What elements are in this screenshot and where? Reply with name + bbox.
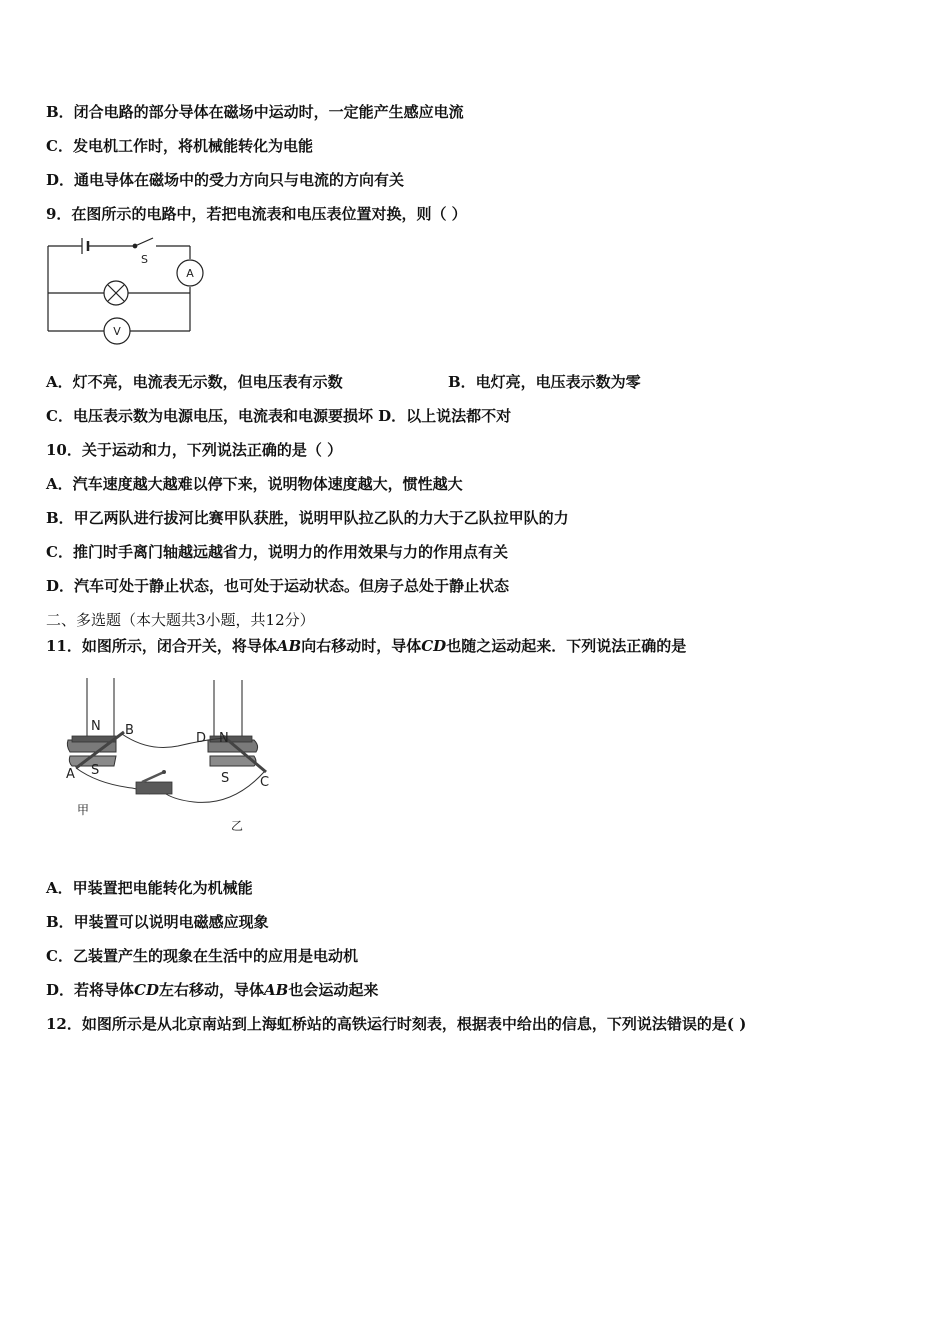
q10-option-c: C．推门时手离门轴越远越省力，说明力的作用效果与力的作用点有关 [46, 543, 508, 561]
q11-apparatus-diagram [58, 676, 298, 846]
q9-option-cd: C．电压表示数为电源电压，电流表和电源要损坏 D．以上说法都不对 [46, 407, 512, 425]
q11-option-c: C．乙装置产生的现象在生活中的应用是电动机 [46, 947, 358, 965]
q12-stem: 12．如图所示是从北京南站到上海虹桥站的高铁运行时刻表，根据表中给出的信息，下列说法错误的是( ) [46, 1015, 747, 1033]
q9-option-b: B．电灯亮，电压表示数为零 [448, 373, 641, 391]
q10-option-a: A．汽车速度越大越难以停下来，说明物体速度越大，惯性越大 [46, 475, 463, 493]
voltmeter-label: V [113, 325, 121, 338]
q9-option-a: A．灯不亮，电流表无示数，但电压表有示数 [46, 373, 343, 391]
label-jia: 甲 [77, 803, 90, 817]
switch [136, 770, 172, 794]
label-yi: 乙 [231, 819, 244, 833]
label-n-left: N [91, 719, 101, 734]
label-s-right: S [221, 771, 230, 786]
ammeter-label: A [186, 267, 194, 280]
q10-stem: 10．关于运动和力，下列说法正确的是（ ） [46, 441, 343, 459]
q11-stem: 11．如图所示，闭合开关，将导体AB向右移动时，导体CD也随之运动起来．下列说法正确的是 [46, 637, 687, 655]
q10-option-d: D．汽车可处于静止状态，也可处于运动状态。但房子总处于静止状态 [46, 577, 510, 595]
q11-option-d-ab: AB [263, 981, 289, 999]
label-s-left: S [91, 763, 100, 778]
label-n-right: N [219, 731, 229, 746]
label-c: C [260, 775, 270, 790]
q8-option-c: C．发电机工作时，将机械能转化为电能 [46, 137, 313, 155]
q9-circuit-diagram [40, 232, 220, 348]
switch-blade [135, 238, 153, 246]
q9-stem: 9．在图所示的电路中，若把电流表和电压表位置对换，则（ ） [46, 205, 467, 223]
label-b: B [125, 723, 134, 738]
left-magnet [67, 736, 116, 766]
q8-option-d: D．通电导体在磁场中的受力方向只与电流的方向有关 [46, 171, 405, 189]
q10-option-b: B．甲乙两队进行拔河比赛甲队获胜，说明甲队拉乙队的力大于乙队拉甲队的力 [46, 509, 569, 527]
label-a: A [66, 767, 75, 782]
switch-label: S [141, 253, 148, 266]
section2-heading: 二、多选题（本大题共3小题，共12分） [46, 611, 315, 629]
q11-option-a: A．甲装置把电能转化为机械能 [46, 879, 253, 897]
q8-option-b: B．闭合电路的部分导体在磁场中运动时，一定能产生感应电流 [46, 103, 464, 121]
q11-stem-cd: CD [421, 637, 447, 655]
right-magnet [208, 736, 258, 766]
q11-option-b: B．甲装置可以说明电磁感应现象 [46, 913, 269, 931]
q11-option-d: D．若将导体CD左右移动，导体AB也会运动起来 [46, 981, 379, 999]
q11-option-d-cd: CD [134, 981, 159, 999]
q11-stem-ab: AB [276, 637, 302, 655]
label-d: D [196, 731, 207, 746]
